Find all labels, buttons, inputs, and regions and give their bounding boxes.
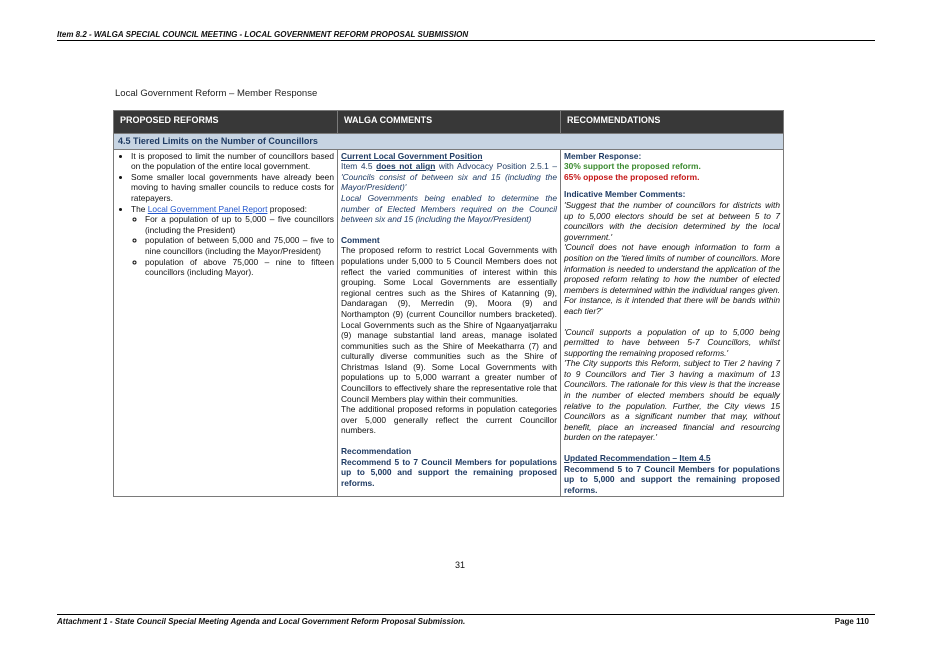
reform-sub-bullet: ◦ For a population of up to 5,000 – five councillors (including the President) — [145, 214, 334, 235]
support-percentage: 30% support the proposed reform. — [564, 161, 701, 172]
reform-text: proposed: — [267, 203, 307, 214]
proposed-reforms-cell — [114, 149, 338, 497]
position-italic-text: Local Governments being enabled to determine the number of Elected Members required on the Council between six and 15 (including the Mayor/President) — [341, 192, 557, 225]
updated-recommendation-text: Recommend 5 to 7 Council Members for populations up to 5,000 and support the remaining proposed reforms. — [564, 463, 780, 495]
updated-recommendation-heading: Updated Recommendation – Item 4.5 — [564, 453, 711, 464]
member-response-heading: Member Response: — [564, 150, 642, 161]
page-header: Item 8.2 - WALGA SPECIAL COUNCIL MEETING - LOCAL GOVERNMENT REFORM PROPOSAL SUBMISSION — [57, 30, 875, 41]
oppose-percentage: 65% oppose the proposed reform. — [564, 171, 700, 182]
reform-text: The — [131, 203, 148, 214]
panel-report-link[interactable]: Local Government Panel Report — [147, 203, 268, 214]
does-not-align: does not align — [376, 161, 436, 172]
comment-heading: Comment — [341, 234, 380, 245]
position-text: Item 4.5 does not align with Advocacy Position 2.5.1 – 'Councils consist of between six and 15 (including the Mayor/President)' — [341, 161, 557, 193]
column-header-proposed-reforms: PROPOSED REFORMS — [114, 111, 338, 134]
comment-paragraph: The proposed reform to restrict Local Governments with populations under 5,000 to 5 Council Members does not reflect the varied communities of interest within this grouping. Some Local Governments are essentially regional centres such as the Shires of Katanning (9), Dandaragan (9), Merredin (9), Moora (9) and Northampton (9) (current Councillor numbers bracketed). Local Governments such as the Shire of Ngaanyatjarraku (9) manage substantial land areas, manage isolated communities such as the Shire of Meekatharra (7) and culturally diverse communities such as the Shire of Christmas Island (9). Some Local Governments with populations up to 5,000 warrant a greater number of Councillors to effectively share the representative role that Council Members play within their communities. — [341, 245, 557, 404]
footer-text: Attachment 1 - State Council Special Meeting Agenda and Local Government Reform Proposal Submission. — [57, 617, 466, 626]
indicative-comments-heading: Indicative Member Comments: — [564, 189, 686, 200]
reform-bullet: • It is proposed to limit the number of councillors based on the population of the entire local government. — [131, 151, 334, 172]
document-subtitle: Local Government Reform – Member Response — [115, 88, 318, 99]
walga-comments-cell — [338, 149, 561, 497]
column-header-recommendations: RECOMMENDATIONS — [561, 111, 784, 134]
column-header-walga-comments: WALGA COMMENTS — [338, 111, 561, 134]
member-comment: 'Council does not have enough information to form a position on the 'tiered limits of number of councillors. More information is needed to understand the application of the proposed reform relating to how the number of elected members is determined within the individual ranges given. For instance, is it intended that there will be bands within each tier?' — [564, 242, 780, 316]
reform-sub-bullet: ◦ population of between 5,000 and 75,000 – five to nine councillors (including the Mayor/President) — [145, 235, 334, 256]
comment-paragraph: The additional proposed reforms in population categories over 5,000 generally reflect the current Councillor numbers. — [341, 404, 557, 436]
page-footer — [57, 614, 875, 626]
member-comment: 'The City supports this Reform, subject to Tier 2 having 7 to 9 Councillors and Tier 3 having a maximum of 13 Councillors. The rationale for this view is that the increase in the number of elected members should be equally relative to the population. Further, the City views 15 Councillors as a significant number that may, without benefit, place an increased financial and resourcing burden on the ratepayer.' — [564, 358, 780, 443]
recommendations-cell — [561, 149, 784, 497]
member-comment: 'Suggest that the number of councillors for districts with up to 5,000 electors should be set at between 5 to 7 councillors with the decision determined by the local government.' — [564, 199, 780, 242]
position-heading: Current Local Government Position — [341, 150, 483, 161]
recommendation-text: Recommend 5 to 7 Council Members for populations up to 5,000 and support the remaining proposed reforms. — [341, 456, 557, 488]
footer-page: Page 110 — [834, 617, 869, 626]
recommendation-heading: Recommendation — [341, 446, 412, 457]
member-comment: 'Council supports a population of up to 5,000 being permitted to have between 5-7 Councillors, whilst supporting the remaining proposed reforms.' — [564, 326, 780, 358]
section-title: 4.5 Tiered Limits on the Number of Councillors — [114, 134, 784, 150]
reform-sub-bullet: ◦ population of above 75,000 – nine to fifteen councillors (including Mayor). — [145, 257, 334, 278]
reform-bullet — [131, 204, 334, 278]
reform-table — [113, 110, 784, 497]
page-number: 31 — [455, 560, 466, 570]
reform-bullet: • Some smaller local governments have already been moving to having smaller councils to reduce costs for ratepayers. — [131, 172, 334, 204]
